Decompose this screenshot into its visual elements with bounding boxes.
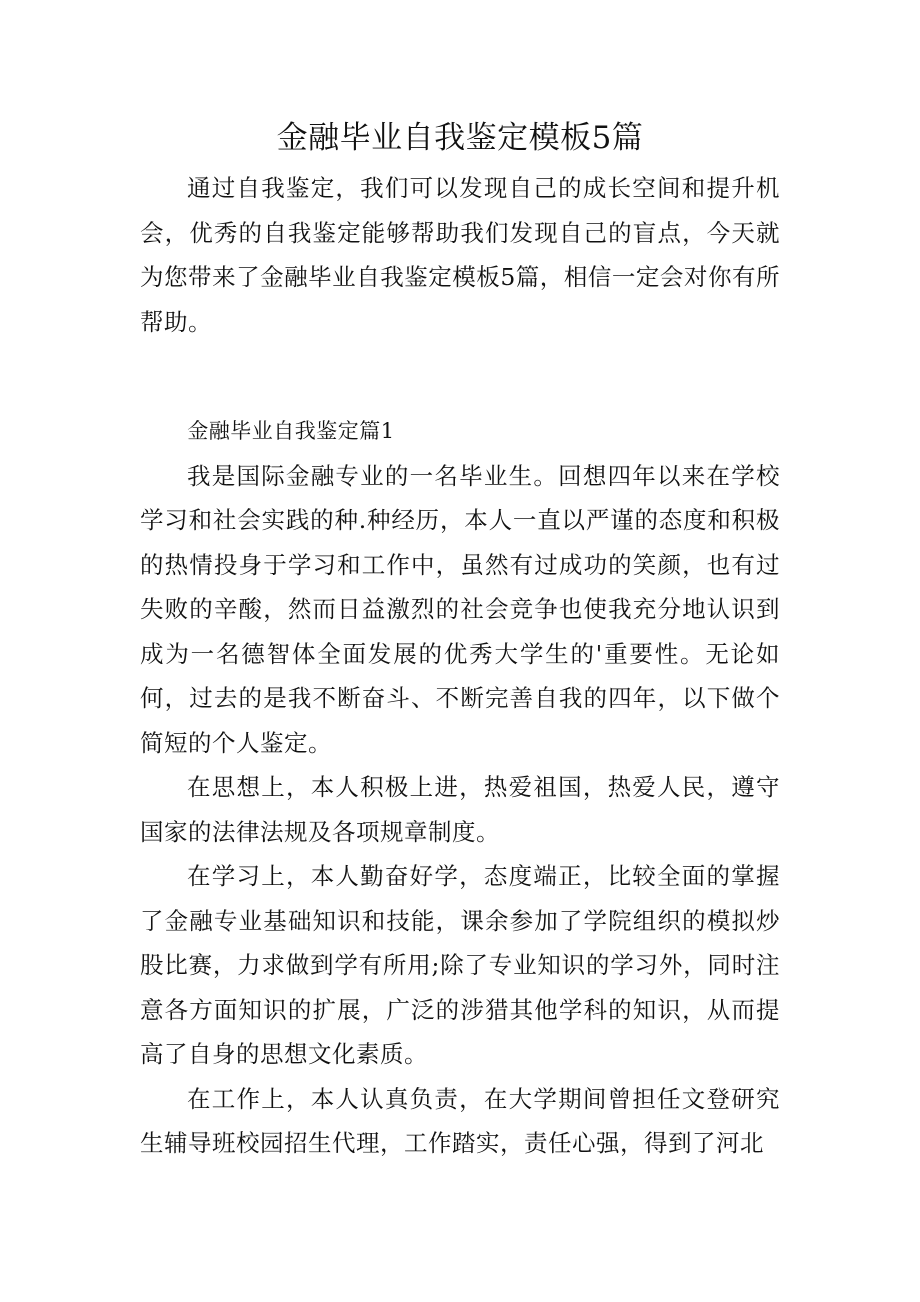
section-heading: 金融毕业自我鉴定篇1 — [187, 419, 395, 443]
body-paragraph: 在思想上，本人积极上进，热爱祖国，热爱人民，遵守国家的法律法规及各项规章制度。 — [140, 773, 780, 846]
document-body — [140, 166, 780, 1166]
intro-paragraph: 通过自我鉴定，我们可以发现自己的成长空间和提升机会，优秀的自我鉴定能够帮助我们发现自己的盲点，今天就为您带来了金融毕业自我鉴定模板5篇，相信一定会对你有所帮助。 — [140, 174, 780, 336]
body-paragraph: 在工作上，本人认真负责，在大学期间曾担任文登研究生辅导班校园招生代理，工作踏实，责任心强，得到了河北 — [140, 1084, 780, 1157]
body-paragraph: 我是国际金融专业的一名毕业生。回想四年以来在学校学习和社会实践的种.种经历，本人一直以严谨的态度和积极的热情投身于学习和工作中，虽然有过成功的笑颜，也有过失败的辛酸，然而日益激烈的社会竞争也使我充分地认识到成为一名德智体全面发展的优秀大学生的'重要性。无论如何，过去的是我不断奋斗、不断完善自我的四年，以下做个简短的个人鉴定。 — [140, 461, 780, 757]
paragraph-gap — [140, 344, 780, 409]
document-title: 金融毕业自我鉴定模板5篇 — [276, 120, 644, 156]
body-paragraph: 在学习上，本人勤奋好学，态度端正，比较全面的掌握了金融专业基础知识和技能，课余参加了学院组织的模拟炒股比赛，力求做到学有所用;除了专业知识的学习外，同时注意各方面知识的扩展，广泛的涉猎其他学科的知识，从而提高了自身的思想文化素质。 — [140, 862, 780, 1068]
